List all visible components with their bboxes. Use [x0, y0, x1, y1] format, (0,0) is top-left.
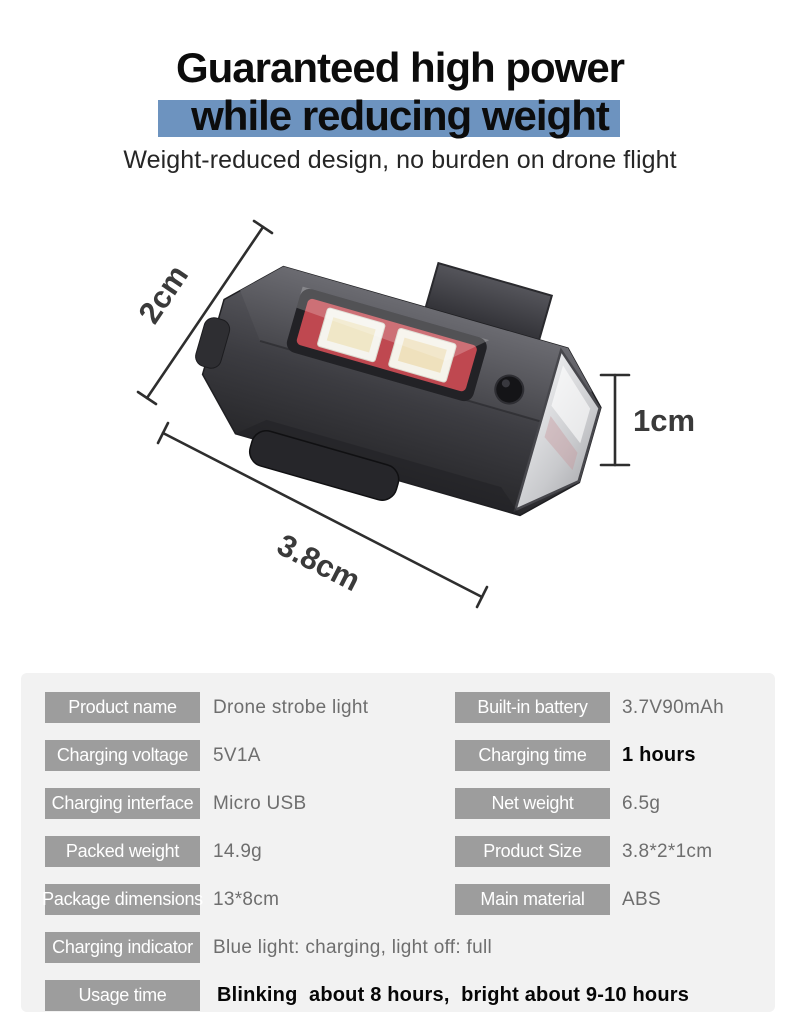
spec-value-usage-time: Blinking about 8 hours, bright about 9-10 hours: [217, 984, 690, 1006]
spec-label-packed-weight: Packed weight: [45, 836, 200, 867]
dimension-thickness: [601, 375, 695, 465]
spec-value-charging-interface: Micro USB: [213, 792, 307, 814]
dimension-length-label: 3.8cm: [271, 527, 366, 599]
spec-row: [21, 788, 775, 819]
spec-label-charging-time: Charging time: [455, 740, 610, 771]
spec-label-charging-interface: Charging interface: [45, 788, 200, 819]
spec-row: [21, 980, 775, 1011]
spec-value-charging-time: 1 hours: [622, 744, 696, 766]
spec-label-package-dimensions: Package dimensions: [45, 884, 200, 915]
spec-value-built-in-battery: 3.7V90mAh: [622, 696, 724, 718]
spec-value-net-weight: 6.5g: [622, 792, 661, 814]
spec-value-product-size: 3.8*2*1cm: [622, 840, 713, 862]
dimension-height-label: 2cm: [131, 258, 196, 330]
spec-value-product-name: Drone strobe light: [213, 696, 369, 718]
spec-row: [21, 836, 775, 867]
spec-label-net-weight: Net weight: [455, 788, 610, 819]
spec-value-charging-indicator: Blue light: charging, light off: full: [213, 936, 493, 958]
page-subtitle: Weight-reduced design, no burden on drone flight: [123, 146, 677, 174]
spec-label-charging-indicator: Charging indicator: [45, 932, 200, 963]
spec-value-charging-voltage: 5V1A: [213, 744, 261, 766]
dimension-thickness-label: 1cm: [633, 403, 696, 438]
page-title-line1: Guaranteed high power: [175, 44, 625, 92]
spec-row: [21, 692, 775, 723]
spec-label-product-size: Product Size: [455, 836, 610, 867]
spec-row: [21, 884, 775, 915]
spec-label-product-name: Product name: [45, 692, 200, 723]
spec-label-main-material: Main material: [455, 884, 610, 915]
spec-label-built-in-battery: Built-in battery: [455, 692, 610, 723]
spec-row: [21, 932, 775, 963]
spec-row: [21, 740, 775, 771]
drone-strobe-light-photo: [171, 206, 627, 552]
spec-table: [21, 673, 775, 1012]
spec-value-package-dimensions: 13*8cm: [213, 888, 280, 910]
spec-value-packed-weight: 14.9g: [213, 840, 263, 862]
page-title-line2: while reducing weight: [191, 92, 609, 140]
spec-label-usage-time: Usage time: [45, 980, 200, 1011]
page-title: [0, 44, 800, 140]
product-figure: [0, 200, 800, 660]
spec-label-charging-voltage: Charging voltage: [45, 740, 200, 771]
spec-value-main-material: ABS: [622, 888, 661, 910]
